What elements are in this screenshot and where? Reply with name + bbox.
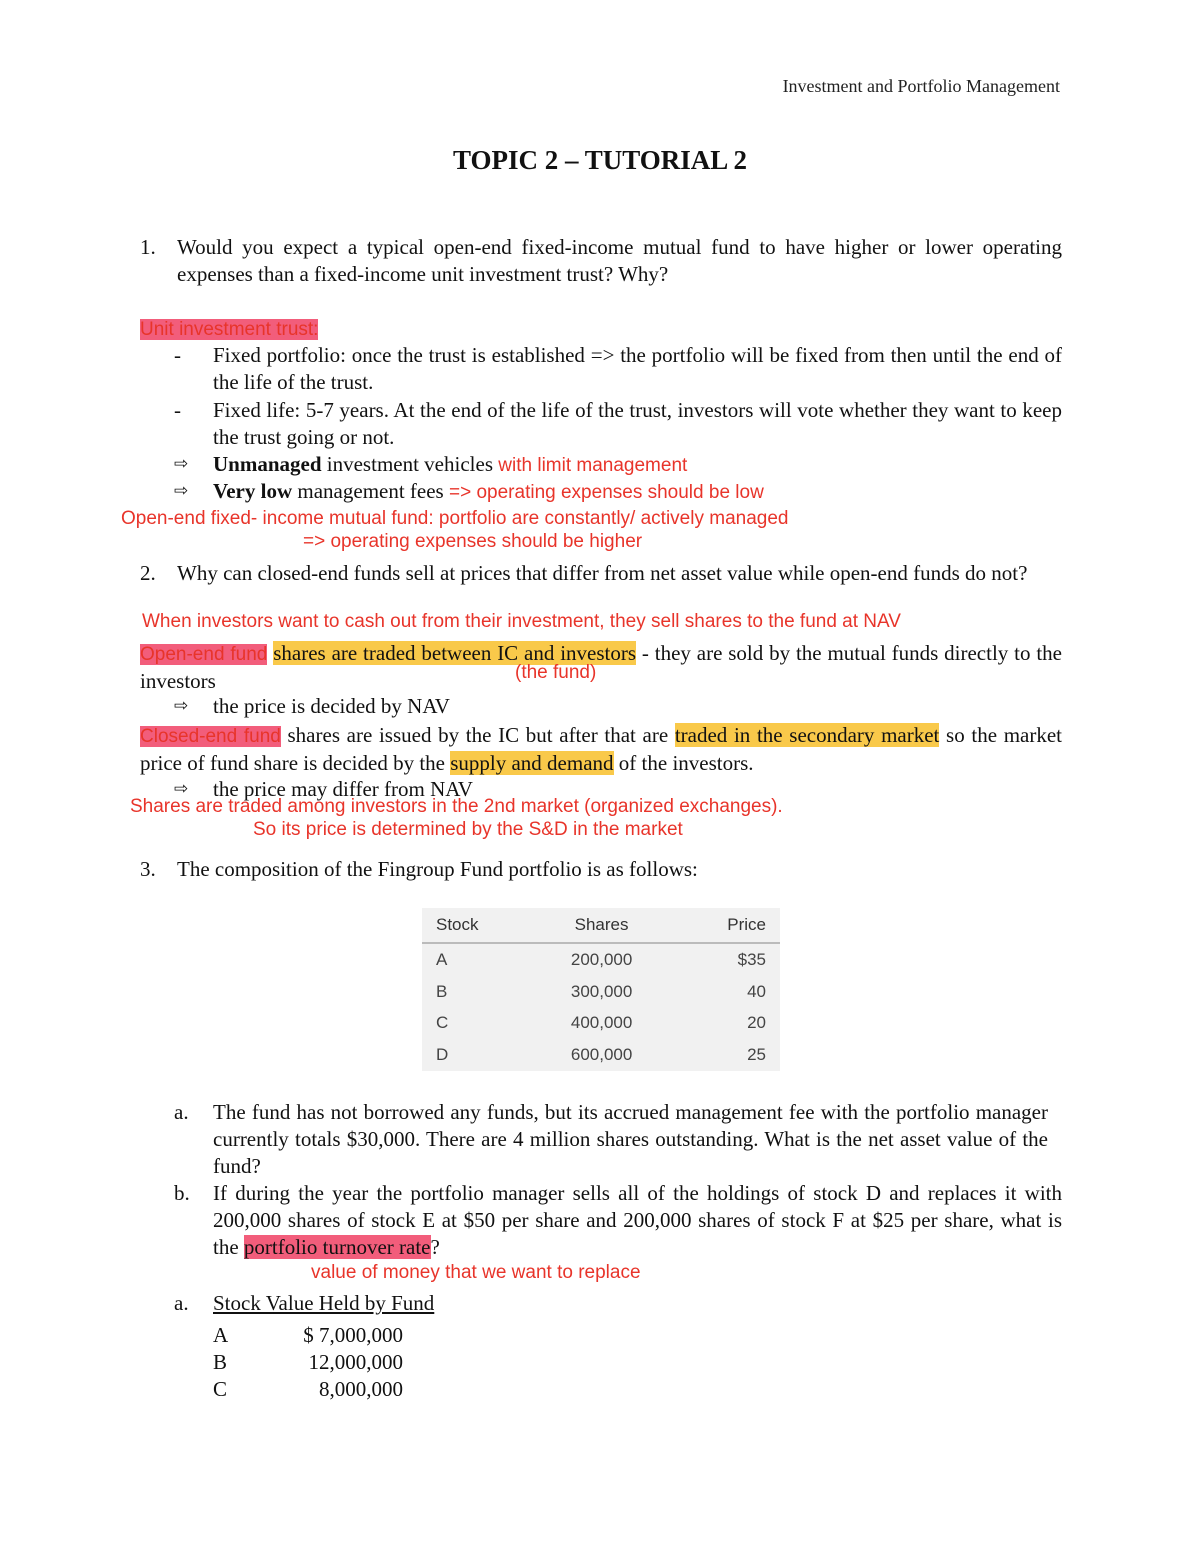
question-3b bbox=[174, 1180, 1062, 1261]
handwritten-note: => operating expenses should be low bbox=[443, 482, 764, 503]
question-1 bbox=[140, 234, 1062, 288]
table-row bbox=[422, 1039, 780, 1071]
stock-value-list bbox=[213, 1322, 403, 1403]
question-3a bbox=[174, 1099, 1048, 1180]
note-the-fund: (the fund) bbox=[515, 662, 597, 683]
handwritten-note: with limit management bbox=[493, 455, 688, 476]
highlighted-term: portfolio turnover rate bbox=[243, 1235, 431, 1259]
table-header-row bbox=[422, 908, 780, 943]
list-item bbox=[213, 1322, 403, 1349]
note-secondary-market-line2: So its price is determined by the S&D in the market bbox=[253, 819, 683, 840]
question-text: Would you expect a typical open-end fixed-income mutual fund to have higher or lower operating expenses than a fixed-income unit investment trust? Why? bbox=[177, 235, 1062, 286]
list-item bbox=[213, 1376, 403, 1403]
stock-value: 12,000,000 bbox=[308, 1350, 403, 1374]
arrow-text: the price is decided by NAV bbox=[213, 694, 450, 718]
highlighted-text: shares are traded between IC and investors bbox=[273, 641, 637, 665]
note-turnover: value of money that we want to replace bbox=[311, 1262, 641, 1283]
table-cell: 25 bbox=[747, 1045, 766, 1065]
open-end-label: Open-end fund bbox=[140, 644, 268, 665]
question-text: The composition of the Fingroup Fund portfolio is as follows: bbox=[177, 857, 698, 881]
uit-label-text: Unit investment trust: bbox=[140, 319, 319, 340]
uit-bullet-1 bbox=[174, 342, 1062, 396]
question-3 bbox=[140, 856, 1062, 883]
question-2 bbox=[140, 560, 1062, 587]
bullet-text: management fees bbox=[292, 479, 444, 503]
open-end-paragraph bbox=[140, 640, 1062, 695]
paragraph-text: of the investors. bbox=[613, 751, 754, 775]
arrow-icon: ⇨ bbox=[174, 454, 189, 474]
open-end-arrow bbox=[174, 693, 1062, 720]
table-cell: 600,000 bbox=[570, 1045, 633, 1065]
stock-letter: C bbox=[213, 1377, 228, 1401]
table-row bbox=[422, 1008, 780, 1040]
sub-question-label: b. bbox=[174, 1181, 190, 1205]
highlighted-text: traded in the secondary market bbox=[674, 723, 940, 747]
note-secondary-market-line1: Shares are traded among investors in the 2nd market (organized exchanges). bbox=[130, 796, 783, 817]
answer-title: Stock Value Held by Fund bbox=[213, 1291, 435, 1315]
paragraph-text: - they are sold by the mutual funds directly to the investors bbox=[140, 641, 1062, 693]
uit-bullet-4 bbox=[174, 478, 1062, 506]
closed-end-label: Closed-end fund bbox=[140, 726, 281, 747]
table-cell: 40 bbox=[747, 981, 766, 1001]
portfolio-table bbox=[422, 908, 780, 1071]
highlighted-text: supply and demand bbox=[450, 751, 614, 775]
table-cell: 20 bbox=[747, 1013, 766, 1033]
answer-3a bbox=[174, 1290, 1062, 1317]
paragraph-text: shares are issued by the IC but after that are bbox=[280, 723, 675, 747]
bullet-text: Fixed life: 5-7 years. At the end of the life of the trust, investors will vote whether they want to keep the trust going or not. bbox=[213, 398, 1062, 449]
table-cell: 400,000 bbox=[570, 1013, 633, 1033]
table-cell: 300,000 bbox=[570, 981, 633, 1001]
question-number: 2. bbox=[140, 561, 156, 585]
arrow-icon: ⇨ bbox=[174, 779, 189, 799]
answer-label: a. bbox=[174, 1291, 189, 1315]
arrow-icon: ⇨ bbox=[174, 696, 189, 716]
arrow-icon: ⇨ bbox=[174, 481, 189, 501]
table-cell: B bbox=[436, 981, 448, 1001]
dash-marker: - bbox=[174, 343, 181, 367]
note-nav: When investors want to cash out from their investment, they sell shares to the fund at NAV bbox=[142, 611, 901, 632]
stock-letter: B bbox=[213, 1350, 228, 1374]
table-cell: 200,000 bbox=[570, 949, 633, 969]
uit-label bbox=[140, 315, 318, 343]
question-text: Why can closed-end funds sell at prices that differ from net asset value while open-end funds do not? bbox=[177, 561, 1028, 585]
uit-bullet-3 bbox=[174, 451, 1062, 479]
column-header: Shares bbox=[530, 908, 673, 943]
running-header: Investment and Portfolio Management bbox=[782, 76, 1060, 96]
bold-term: Very low bbox=[213, 479, 293, 503]
column-header: Stock bbox=[422, 908, 530, 943]
column-header: Price bbox=[673, 908, 780, 943]
question-number: 1. bbox=[140, 235, 156, 259]
note-openend-line1: Open-end fixed- income mutual fund: portfolio are constantly/ actively managed bbox=[121, 508, 789, 529]
stock-letter: A bbox=[213, 1323, 229, 1347]
bullet-text: Fixed portfolio: once the trust is established => the portfolio will be fixed from then until the end of the life of the trust. bbox=[213, 343, 1062, 394]
sub-question-text: If during the year the portfolio manager sells all of the holdings of stock D and replaces it with 200,000 shares of stock E at $50 per share and 200,000 shares of stock F at $25 per share, what is the bbox=[213, 1181, 1062, 1259]
sub-question-label: a. bbox=[174, 1100, 189, 1124]
sub-question-text: ? bbox=[430, 1235, 440, 1259]
closed-end-paragraph bbox=[140, 722, 1062, 777]
bullet-text: investment vehicles bbox=[321, 452, 493, 476]
table-row bbox=[422, 943, 780, 976]
paragraph-text: so the market price of fund share is decided by the bbox=[140, 723, 1062, 775]
table-cell: $35 bbox=[737, 949, 766, 969]
table-row bbox=[422, 976, 780, 1008]
arrow-text: the price may differ from NAV bbox=[213, 777, 473, 801]
table-cell: D bbox=[436, 1045, 449, 1065]
table-cell: C bbox=[436, 1013, 449, 1033]
dash-marker: - bbox=[174, 398, 181, 422]
stock-value: 8,000,000 bbox=[319, 1377, 403, 1401]
stock-value: $ 7,000,000 bbox=[303, 1323, 403, 1347]
page-title: TOPIC 2 – TUTORIAL 2 bbox=[452, 145, 748, 175]
question-number: 3. bbox=[140, 857, 156, 881]
list-item bbox=[213, 1349, 403, 1376]
table-cell: A bbox=[436, 949, 448, 969]
sub-question-text: The fund has not borrowed any funds, but its accrued management fee with the portfolio manager currently totals $30,000. There are 4 million shares outstanding. What is the net asset value of the fund? bbox=[213, 1100, 1048, 1178]
bold-term: Unmanaged bbox=[213, 452, 322, 476]
uit-bullet-2 bbox=[174, 397, 1062, 451]
note-openend-line2: => operating expenses should be higher bbox=[303, 531, 643, 552]
